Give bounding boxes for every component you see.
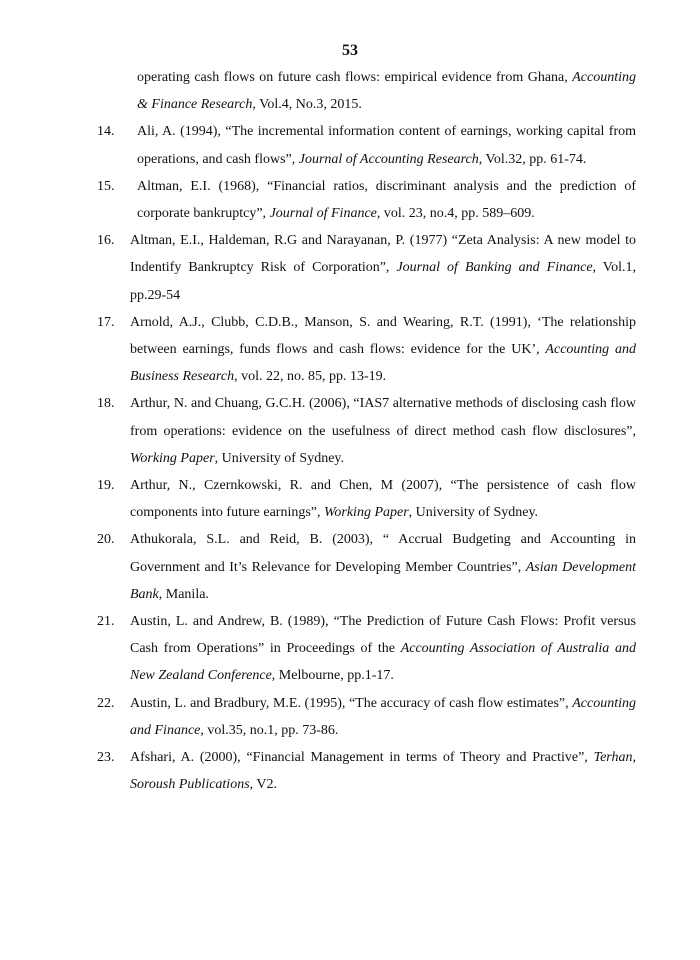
reference-text: Arthur, N., Czernkowski, R. and Chen, M (2007), “The persistence of cash flow components into future earnings”, Working Paper, University of Sydney. <box>130 478 636 521</box>
reference-item <box>0 744 700 798</box>
reference-text: Arnold, A.J., Clubb, C.D.B., Manson, S. and Wearing, R.T. (1991), ‘The relationship between earnings, funds flows and cash flows: evidence for the UK’, Accounting and Business Research, vol. 22, no. 85, pp. 13-19. <box>130 314 636 385</box>
reference-number: 21. <box>97 614 115 630</box>
reference-continuation <box>0 64 700 118</box>
reference-text: Altman, E.I., Haldeman, R.G and Narayanan, P. (1977) “Zeta Analysis: A new model to Indentify Bankruptcy Risk of Corporation”, Journal of Banking and Finance, Vol.1, pp.29-54 <box>130 233 636 303</box>
reference-item <box>0 227 700 309</box>
reference-item <box>0 118 700 172</box>
reference-text: Austin, L. and Bradbury, M.E. (1995), “The accuracy of cash flow estimates”, Accounting and Finance, vol.35, no.1, pp. 73-86. <box>130 695 636 738</box>
reference-number: 16. <box>97 233 115 249</box>
reference-number: 22. <box>97 695 115 711</box>
reference-text: operating cash flows on future cash flows: empirical evidence from Ghana, Accounting & Finance Research, Vol.4, No.3, 2015. <box>137 70 636 113</box>
page-number: 53 <box>342 42 358 59</box>
reference-number: 18. <box>97 396 115 412</box>
reference-number: 20. <box>97 532 115 548</box>
reference-text: Austin, L. and Andrew, B. (1989), “The Prediction of Future Cash Flows: Profit versus Cash from Operations” in Proceedings of the Accounting Association of Australia and New Zealand Conference, Melbourne, pp.1-17. <box>130 614 636 684</box>
reference-number: 17. <box>97 314 115 330</box>
reference-item <box>0 390 700 472</box>
reference-number: 23. <box>97 750 115 766</box>
reference-number: 19. <box>97 478 115 494</box>
reference-item <box>0 173 700 227</box>
reference-item <box>0 309 700 391</box>
reference-text: Ali, A. (1994), “The incremental information content of earnings, working capital from operations, and cash flows”, Journal of Accounting Research, Vol.32, pp. 61-74. <box>137 124 636 167</box>
reference-list <box>0 64 700 798</box>
reference-item <box>0 608 700 690</box>
reference-item <box>0 472 700 526</box>
reference-text: Altman, E.I. (1968), “Financial ratios, discriminant analysis and the prediction of corporate bankruptcy”, Journal of Finance, vol. 23, no.4, pp. 589–609. <box>137 178 636 222</box>
reference-text: Arthur, N. and Chuang, G.C.H. (2006), “IAS7 alternative methods of disclosing cash flow from operations: evidence on the usefulness of direct method cash flow disclosures”, Working Paper, University of Sydney. <box>130 396 636 466</box>
reference-number: 14. <box>97 124 115 140</box>
reference-text: Athukorala, S.L. and Reid, B. (2003), “ Accrual Budgeting and Accounting in Government and It’s Relevance for Developing Member Countries”, Asian Development Bank, Manila. <box>130 532 636 602</box>
reference-text: Afshari, A. (2000), “Financial Management in terms of Theory and Practive”, Terhan, Soroush Publications, V2. <box>130 750 636 793</box>
reference-item <box>0 526 700 608</box>
reference-item <box>0 690 700 744</box>
reference-number: 15. <box>97 178 115 194</box>
